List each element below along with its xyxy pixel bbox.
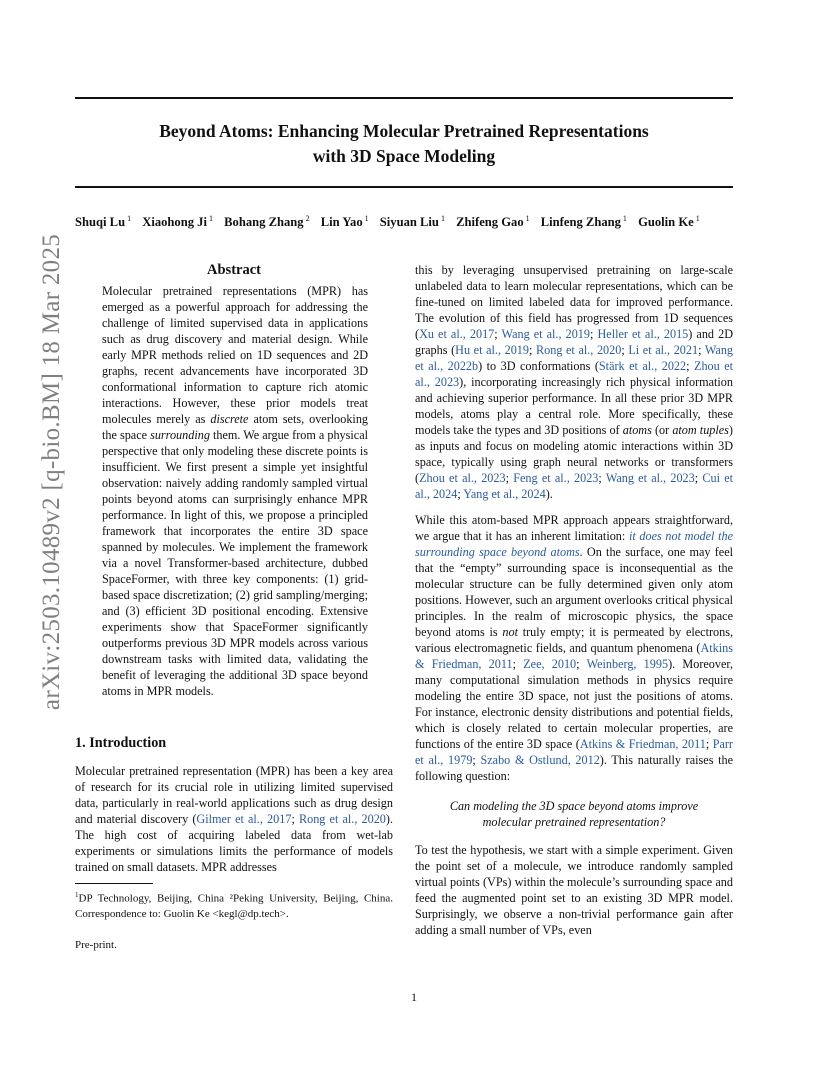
arxiv-watermark: arXiv:2503.10489v2 [q-bio.BM] 18 Mar 2025 <box>38 233 65 711</box>
abstract-text: Molecular pretrained representations (MPR) has emerged as a powerful approach for addressing the challenge of limited supervised data in applications such as drug discovery and material design. While early MPR methods relied on 1D sequences and 2D graphs, recent advancements have incorporated 3D conformational information to capture rich atomic interactions. However, these prior models treat molecules merely as discrete atom sets, overlooking the space surrounding them. We argue from a physical perspective that only modeling these discrete points is insufficient. We first present a simple yet insightful observation: naively adding randomly sampled virtual points beyond atoms can surprisingly enhance MPR performance. In light of this, we propose a principled framework that incorporates the entire 3D space spanned by molecules. We implement the framework via a novel Transformer-based architecture, dubbed SpaceFormer, with three key components: (1) grid-based space discretization; (2) grid sampling/merging; and (3) efficient 3D positional encoding. Extensive experiments show that SpaceFormer significantly outperforms previous 3D MPR models across various downstream tasks with limited data, validating the benefit of leveraging the additional 3D space beyond atoms in MPR models. <box>102 284 369 698</box>
title-rule-top <box>75 97 733 99</box>
preprint-note: Pre-print. <box>75 938 117 951</box>
footnote-rule <box>75 883 153 884</box>
section-heading: 1. Introduction <box>75 735 167 751</box>
abstract-heading: Abstract <box>207 262 261 278</box>
footnote: $^1$DP Technology, Beijing, China ²Peking University, Beijing, China. Correspondence to: Guolin Ke <kegl@dp.tech>. <box>75 891 393 920</box>
intro-paragraph: this by leveraging unsupervised pretraining on large-scale unlabeled data to learn molecular representations, which can be fine-tuned on limited labeled data for improved performance. The evolution of this field has progressed from 1D sequences (Xu et al., 2017; Wang et al., 2019; Heller et al., 2015) and 2D graphs (Hu et al., 2019; Rong et al., 2020; Li et al., 2021; Wang et al., 2022b) to 3D conformations (Stärk et al., 2022; Zhou et al., 2023), incorporating increasingly rich physical information and achieving superior performance. In all these prior 3D MPR models, atoms play a central role. More specifically, these models take the types and 3D positions of atoms (or atom tuples) as inputs and focus on modeling atomic interactions within 3D space, typically using graph neural networks or transformers (Zhou et al., 2023; Feng et al., 2023; Wang et al., 2023; Cui et al., 2024; Yang et al., 2024). <box>415 263 734 501</box>
author: Guolin Ke $^1$ <box>638 214 700 230</box>
paper-title: Beyond Atoms: Enhancing Molecular Pretrained Representations with 3D Space Modeling <box>159 121 649 166</box>
page-number: 1 <box>411 990 417 1004</box>
author: Bohang Zhang $^2$ <box>224 214 310 230</box>
research-question: Can modeling the 3D space beyond atoms improve molecular pretrained representation? <box>449 799 699 829</box>
left-column <box>75 262 393 953</box>
title-rule-bottom <box>75 186 733 188</box>
intro-paragraph: To test the hypothesis, we start with a simple experiment. Given the point set of a molecule, we introduce randomly sampled virtual points (VPs) within the molecule’s surrounding space and feed the augmented point set to an existing 3D MPR model. Surprisingly, we observe a non-trivial performance gain after adding a small number of VPs, even <box>415 843 733 937</box>
author: Lin Yao $^1$ <box>320 214 369 230</box>
author-list <box>75 214 745 230</box>
intro-paragraph: While this atom-based MPR approach appears straightforward, we argue that it has an inherent limitation: it does not model the surrounding space beyond atoms. On the surface, one may feel that the “empty” surrounding space is inconsequential as the molecular structure can be fully determined given only atom positions. However, such an argument overlooks critical physical principles. In the realm of microscopic physics, the space beyond atoms is not truly empty; it is permeated by electrons, various electromagnetic fields, and quantum phenomena (Atkins & Friedman, 2011; Zee, 2010; Weinberg, 1995). Moreover, many computational simulation methods in physics require modeling the entire 3D space, not just the positions of atoms. For instance, electronic density distributions and potential fields, which is closely related to certain molecular properties, are functions of the entire 3D space (Atkins & Friedman, 2011; Parr et al., 1979; Szabo & Ostlund, 2012). This naturally raises the following question: <box>415 513 734 783</box>
intro-paragraph: Molecular pretrained representation (MPR) has been a key area of research for its crucial role in utilizing limited supervised data, particularly in real-world applications such as drug design and material discovery (Gilmer et al., 2017; Rong et al., 2020). The high cost of acquiring labeled data from wet-lab experiments or simulations limits the performance of models trained on small datasets. MPR addresses <box>75 764 393 874</box>
author: Siyuan Liu $^1$ <box>379 214 445 230</box>
right-column <box>415 262 733 938</box>
author: Shuqi Lu $^1$ <box>75 214 132 230</box>
author: Linfeng Zhang $^1$ <box>540 214 627 230</box>
author: Xiaohong Ji $^1$ <box>142 214 213 230</box>
author: Zhifeng Gao $^1$ <box>456 214 530 230</box>
